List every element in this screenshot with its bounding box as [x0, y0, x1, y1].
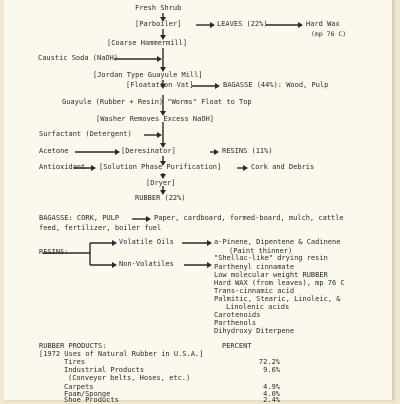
non-volatile-item: Parthenols	[214, 319, 257, 327]
bagasse-flow-label: BAGASSE (44%): Wood, Pulp	[223, 81, 329, 89]
antioxidant-label: Antioxidant	[39, 163, 86, 171]
solution-phase-label: [Solution Phase Purification]	[99, 163, 222, 171]
fresh-shrub-label: Fresh Shrub	[135, 4, 182, 12]
non-volatile-item: Dihydroxy Diterpene	[214, 327, 295, 335]
table-row-percent: 4.9%	[263, 383, 280, 391]
acetone-label: Acetone	[39, 147, 69, 155]
table-row-percent: 72.2%	[258, 358, 280, 366]
deresinator-label: [Deresinator]	[121, 147, 176, 155]
non-volatile-item: Palmitic, Stearic, Linoleic, &	[214, 295, 341, 303]
guayule-worms-label: Guayule (Rubber + Resin) "Worms" Float to Top	[62, 98, 252, 106]
dryer-label: [Dryer]	[146, 179, 176, 187]
bagasse-uses-2: feed, fertilizer, boiler fuel	[39, 224, 162, 232]
table-row-label: Shoe Products	[64, 396, 119, 404]
non-volatile-item: Hard WAX (from leaves), mp 76 C	[214, 279, 345, 287]
jordan-mill-label: [Jordan Type Guayule Mill]	[93, 71, 203, 79]
cork-debris-label: Cork and Debris	[251, 163, 315, 171]
table-row-label: Tires	[64, 358, 86, 366]
non-volatile-item: Trans-cinnamic acid	[214, 287, 295, 295]
volatile-item: (Paint thinner)	[229, 247, 293, 255]
rubber-products-subheading: [1972 Uses of Natural Rubber in U.S.A.]	[39, 350, 204, 358]
non-volatile-item: Linolenic acids	[226, 303, 290, 311]
table-row-percent: 2.4%	[263, 396, 280, 404]
surfactant-label: Surfactant (Detergent)	[39, 130, 132, 138]
washer-label: [Washer Removes Excess NaOH]	[96, 115, 215, 123]
parboiler-label: [Parboiler]	[135, 20, 182, 28]
non-volatile-item: Carotenoids	[214, 311, 261, 319]
rubber-output-label: RUBBER (22%)	[135, 194, 186, 202]
flotation-vat-label: [Floatation Vat]	[126, 81, 194, 89]
hard-wax-mp-label: (mp 76 C)	[311, 30, 347, 38]
non-volatile-item: Low molecular weight RUBBER	[214, 271, 328, 279]
table-row-label: Carpets	[64, 383, 94, 391]
table-row-label: Industrial Products	[64, 366, 145, 374]
bagasse-uses: Paper, cardboard, formed-board, mulch, cattle	[154, 214, 344, 222]
non-volatiles-label: Non-Volatiles	[119, 260, 174, 268]
caustic-soda-label: Caustic Soda (NaOH)	[38, 54, 119, 62]
table-row-label: Foam/Sponge	[64, 390, 111, 398]
non-volatile-item: Parthenyl cinnamate	[214, 263, 295, 271]
volatile-oils-label: Volatile Oils	[119, 238, 174, 246]
leaves-label: LEAVES (22%)	[217, 20, 268, 28]
hard-wax-label: Hard Wax	[306, 20, 340, 28]
resins-label: RESINS:	[39, 248, 69, 256]
table-row-percent: 9.6%	[263, 366, 280, 374]
coarse-hammermill-label: [Coarse Hammermill]	[107, 39, 188, 47]
table-row-percent: 4.0%	[263, 390, 280, 398]
table-row-label: (Conveyor belts, Hoses, etc.)	[68, 374, 191, 382]
volatile-item: a-Pinene, Dipentene & Cadinene	[214, 238, 341, 246]
rubber-products-heading: RUBBER PRODUCTS:	[39, 342, 107, 350]
resins-flow-label: RESINS (11%)	[222, 147, 273, 155]
bagasse-lead: BAGASSE: CORK, PULP	[39, 214, 120, 222]
non-volatile-item: "Shellac-like" drying resin	[214, 254, 328, 262]
percent-header: PERCENT	[222, 342, 252, 350]
